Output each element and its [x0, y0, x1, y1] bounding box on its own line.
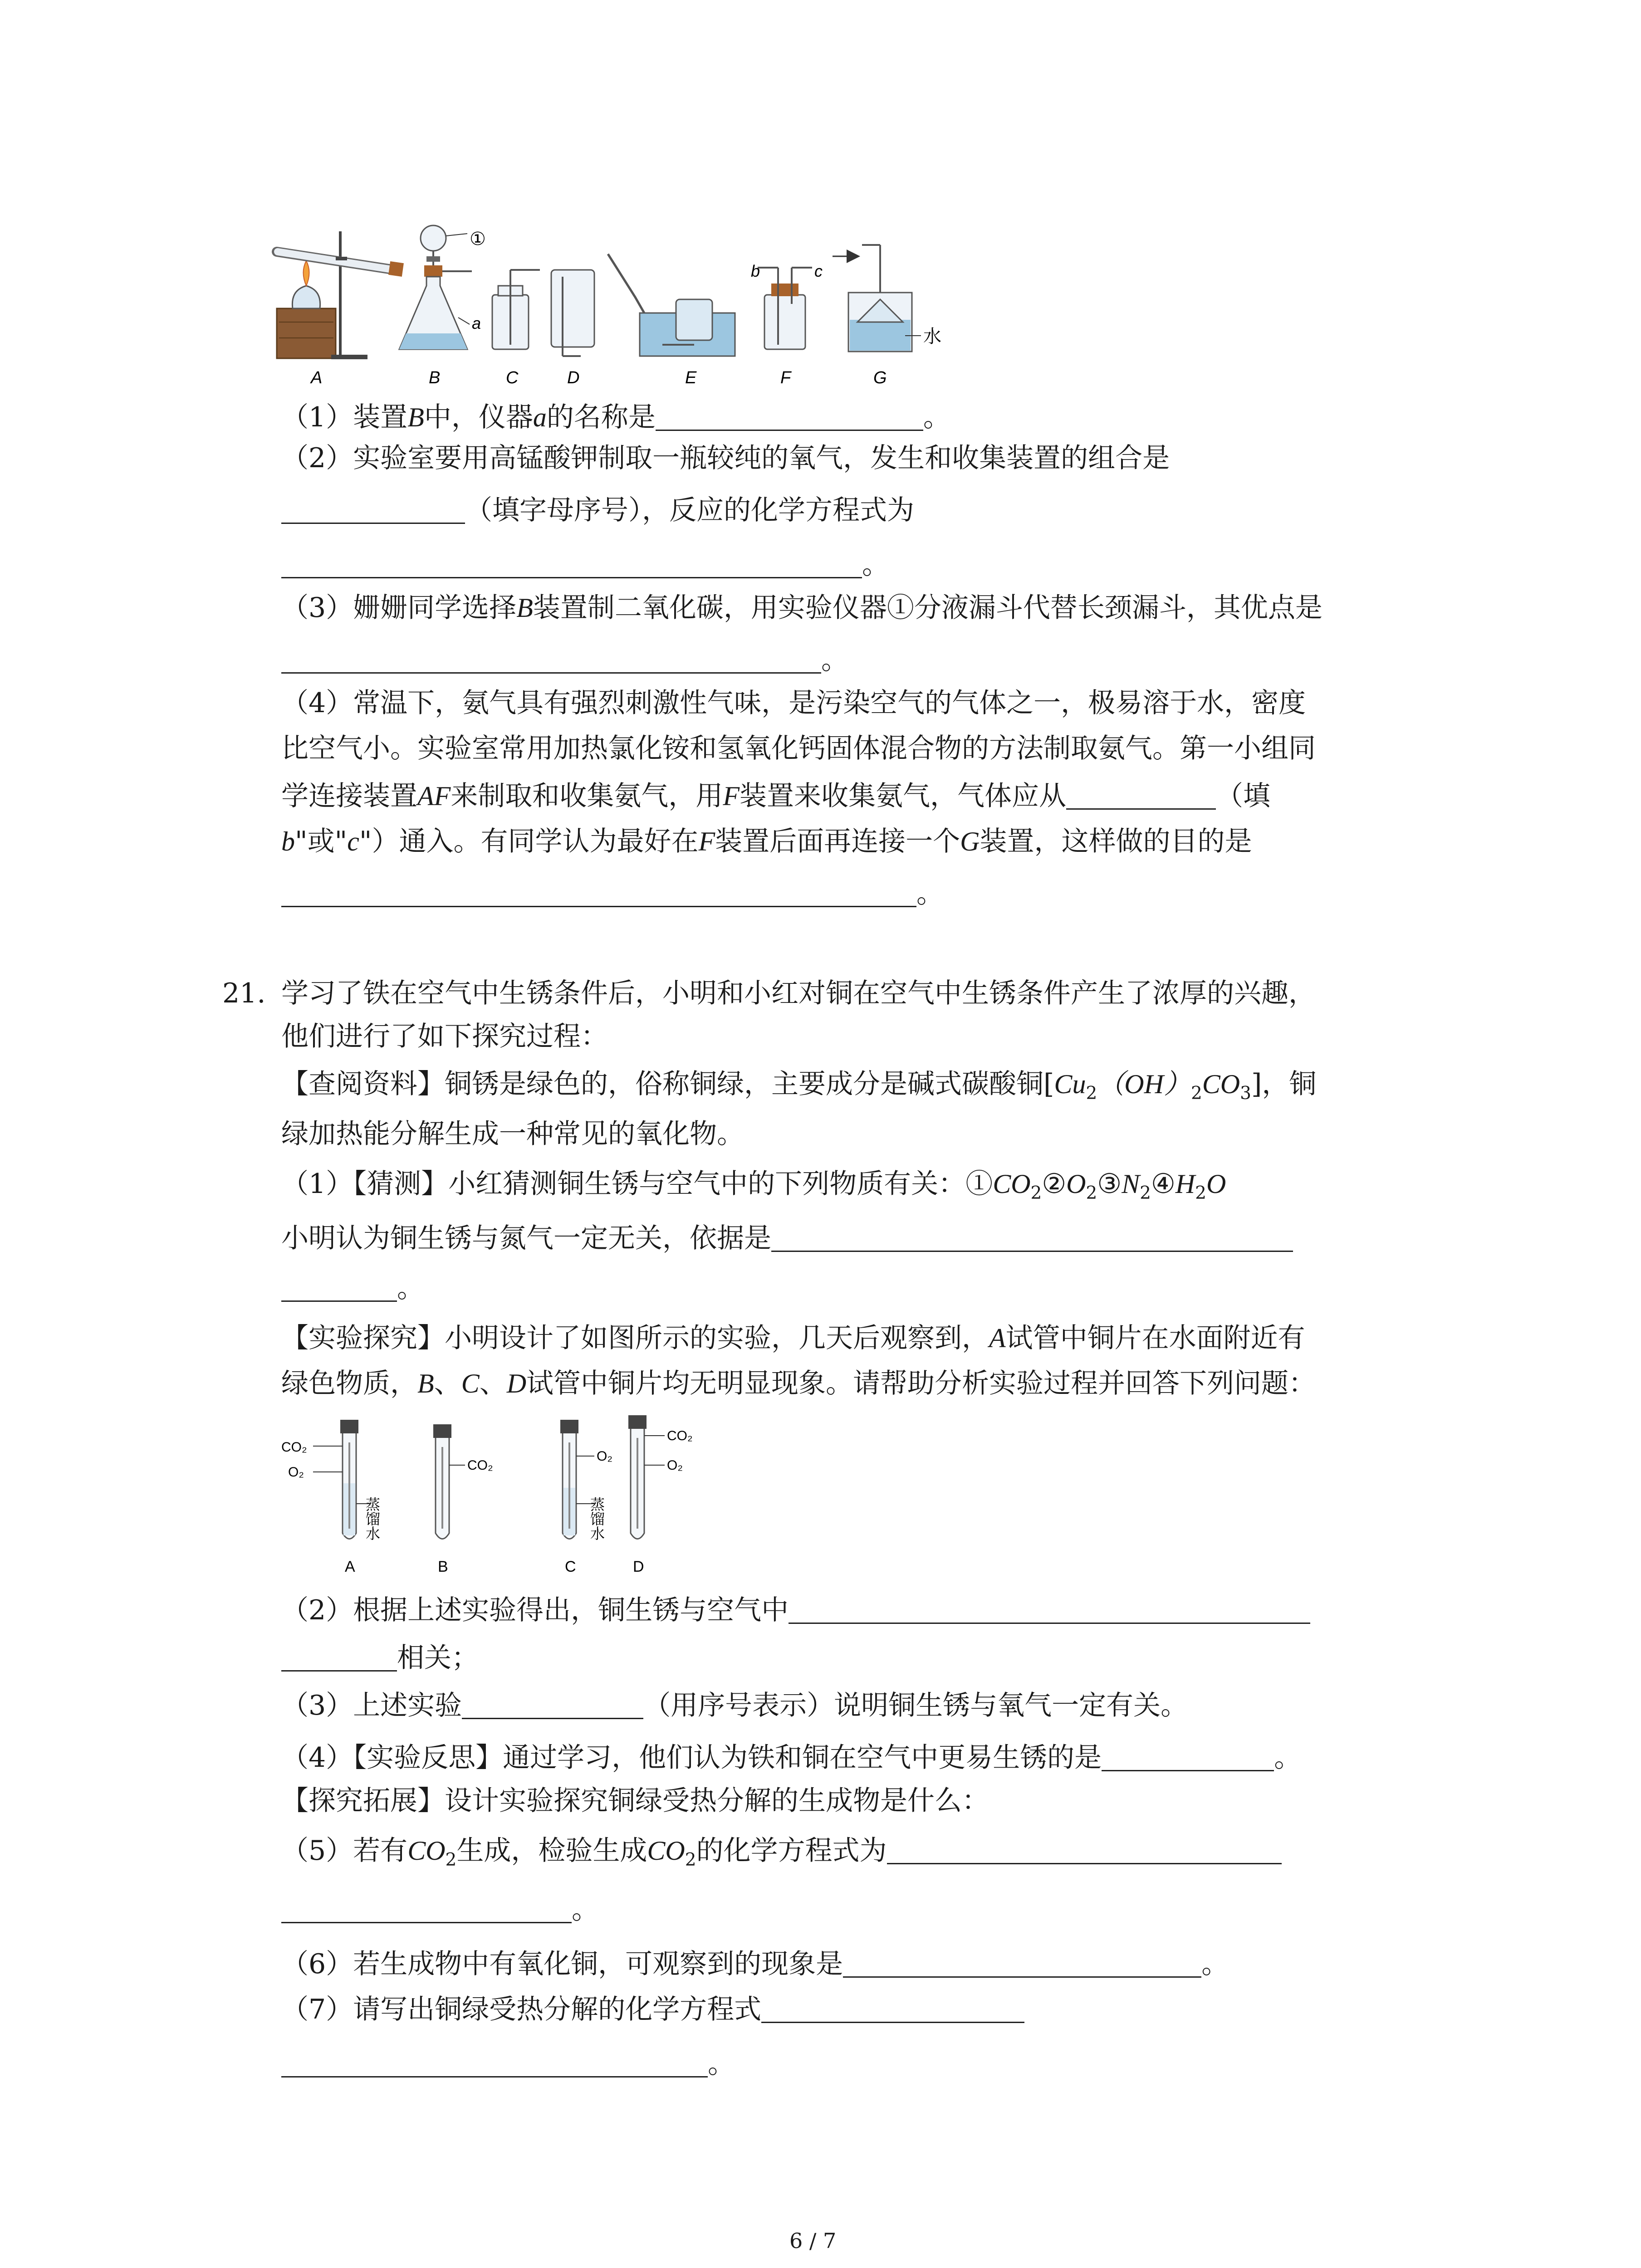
apparatus-d: [551, 270, 594, 356]
q21-part2-cont: 相关；: [281, 1640, 479, 1676]
tube-a-co2: CO₂: [281, 1440, 307, 1455]
tube-d-co2: CO₂: [667, 1428, 693, 1443]
q21-part4: （4）【实验反思】通过学习，他们认为铁和铜在空气中更易生锈的是 。: [281, 1742, 1302, 1774]
q21-line1: 学习了铁在空气中生锈条件后，小明和小红对铜在空气中生锈条件产生了浓厚的兴趣，: [281, 978, 1316, 1009]
apparatus-label-d: D: [567, 368, 580, 387]
tube-a: [313, 1420, 370, 1539]
q21-part1-reason: 小明认为铜生锈与氮气一定无关，依据是: [281, 1220, 1293, 1256]
answer-blank[interactable]: [1102, 1743, 1274, 1771]
tube-c-water: 蒸馏水: [588, 1497, 605, 1540]
q20-part2-line2: （填字母序号），反应的化学方程式为: [281, 492, 914, 528]
answer-blank[interactable]: [887, 1836, 1282, 1864]
apparatus-label-c: C: [506, 368, 519, 387]
q21-part7-cont: 。: [281, 2046, 735, 2082]
apparatus-label-b: B: [429, 368, 441, 387]
apparatus-figure: [268, 213, 989, 404]
answer-blank[interactable]: [281, 645, 821, 674]
apparatus-e: [608, 254, 735, 356]
q21-part3: （3）上述实验 （用序号表示）说明铜生锈与氧气一定有关。: [281, 1690, 1188, 1721]
apparatus-g: [833, 245, 921, 352]
q21-experiment-line1: 【实验探究】小明设计了如图所示的实验，几天后观察到，A试管中铜片在水面附近有: [281, 1322, 1305, 1354]
apparatus-label-g: G: [873, 368, 887, 387]
tube-label-b: B: [438, 1558, 448, 1575]
q21-extension: 【探究拓展】设计实验探究铜绿受热分解的生成物是什么：: [281, 1785, 989, 1817]
label-b: b: [751, 262, 760, 280]
answer-blank[interactable]: [843, 1949, 1201, 1978]
q21-part5: （5）若有$CO_2$生成，检验生成$CO_2$的化学方程式为: [281, 1833, 1282, 1878]
q20-part3-line1: （3）姗姗同学选择B装置制二氧化碳，用实验仪器①分液漏斗代替长颈漏斗，其优点是: [281, 592, 1323, 624]
marker-1: ①: [470, 229, 486, 249]
answer-blank[interactable]: [281, 1643, 397, 1672]
apparatus-f: [758, 268, 812, 349]
q20-part1: （1）装置B中，仪器a的名称是 。: [281, 401, 950, 433]
apparatus-label-e: E: [685, 368, 697, 387]
tube-b-co2: CO₂: [467, 1458, 493, 1473]
apparatus-label-a: A: [311, 368, 323, 387]
q21-part7: （7）请写出铜绿受热分解的化学方程式: [281, 1991, 1024, 2028]
apparatus-b: [399, 225, 472, 349]
q20-part4-line5: 。: [281, 875, 944, 912]
tube-label-d: D: [633, 1558, 644, 1575]
answer-blank[interactable]: [789, 1595, 1310, 1624]
answer-blank[interactable]: [761, 1994, 1024, 2023]
q21-reference-line1: 【查阅资料】铜锈是绿色的，俗称铜绿，主要成分是碱式碳酸铜$[Cu_2(OH)_2CO_3]$，铜: [281, 1068, 1317, 1104]
q20-part2-line3: 。: [281, 547, 889, 583]
q21-part6: （6）若生成物中有氧化铜，可观察到的现象是 。: [281, 1948, 1229, 1980]
tube-d: [628, 1415, 665, 1539]
answer-blank[interactable]: [656, 402, 923, 431]
tube-b: [433, 1424, 465, 1539]
page-number: 6 / 7: [789, 2229, 837, 2253]
answer-blank[interactable]: [771, 1223, 1293, 1252]
label-c: c: [814, 262, 823, 280]
q20-part4-line1: （4）常温下，氨气具有强烈刺激性气味，是污染空气的气体之一，极易溶于水，密度: [281, 687, 1306, 719]
tube-a-o2: O₂: [288, 1465, 304, 1480]
q20-part4-line3: 学连接装置AF来制取和收集氨气，用F装置来收集氨气，气体应从 （填: [281, 780, 1270, 812]
q21-part5-cont: 。: [281, 1892, 599, 1928]
answer-blank[interactable]: [281, 1273, 397, 1302]
answer-blank[interactable]: [462, 1691, 643, 1719]
tube-d-o2: O₂: [667, 1458, 683, 1473]
q21-part1-guess: （1）【猜测】小红猜测铜生锈与空气中的下列物质有关：$①CO_2②O_2③N_2④H_2O$: [281, 1168, 1226, 1203]
q20-part4-line4: b"或"c"）通入。有同学认为最好在F装置后面再连接一个G装置，这样做的目的是: [281, 826, 1252, 857]
label-a: a: [472, 314, 481, 332]
answer-blank[interactable]: [281, 2049, 708, 2077]
answer-blank[interactable]: [281, 495, 465, 524]
q21-experiment-line2: 绿色物质，B、C、D试管中铜片均无明显现象。请帮助分析实验过程并回答下列问题：: [281, 1368, 1316, 1399]
apparatus-a: [277, 231, 404, 359]
answer-blank[interactable]: [1066, 781, 1216, 810]
q21-line2: 他们进行了如下探究过程：: [281, 1021, 608, 1052]
q20-part3-line2: 。: [281, 642, 848, 678]
q21-number: 21.: [222, 978, 266, 1009]
q21-part2: （2）根据上述实验得出，铜生锈与空气中: [281, 1592, 1310, 1628]
q20-part4-line2: 比空气小。实验室常用加热氯化铵和氢氧化钙固体混合物的方法制取氨气。第一小组同: [281, 733, 1316, 764]
apparatus-label-f: F: [780, 368, 791, 387]
tube-a-water: 蒸馏水: [364, 1497, 380, 1540]
q21-reference-line2: 绿加热能分解生成一种常见的氧化物。: [281, 1118, 744, 1150]
tube-c-o2: O₂: [597, 1449, 612, 1464]
answer-blank[interactable]: [281, 1895, 572, 1923]
answer-blank[interactable]: [281, 879, 916, 907]
test-tubes-figure: [281, 1415, 726, 1588]
water-label: 水: [923, 327, 941, 347]
apparatus-c: [492, 270, 540, 349]
tube-label-a: A: [345, 1558, 355, 1575]
q21-part1-reason-cont: 。: [281, 1270, 424, 1306]
tube-label-c: C: [565, 1558, 576, 1575]
answer-blank[interactable]: [281, 550, 862, 578]
q20-part2-line1: （2）实验室要用高锰酸钾制取一瓶较纯的氧气，发生和收集装置的组合是: [281, 442, 1170, 474]
